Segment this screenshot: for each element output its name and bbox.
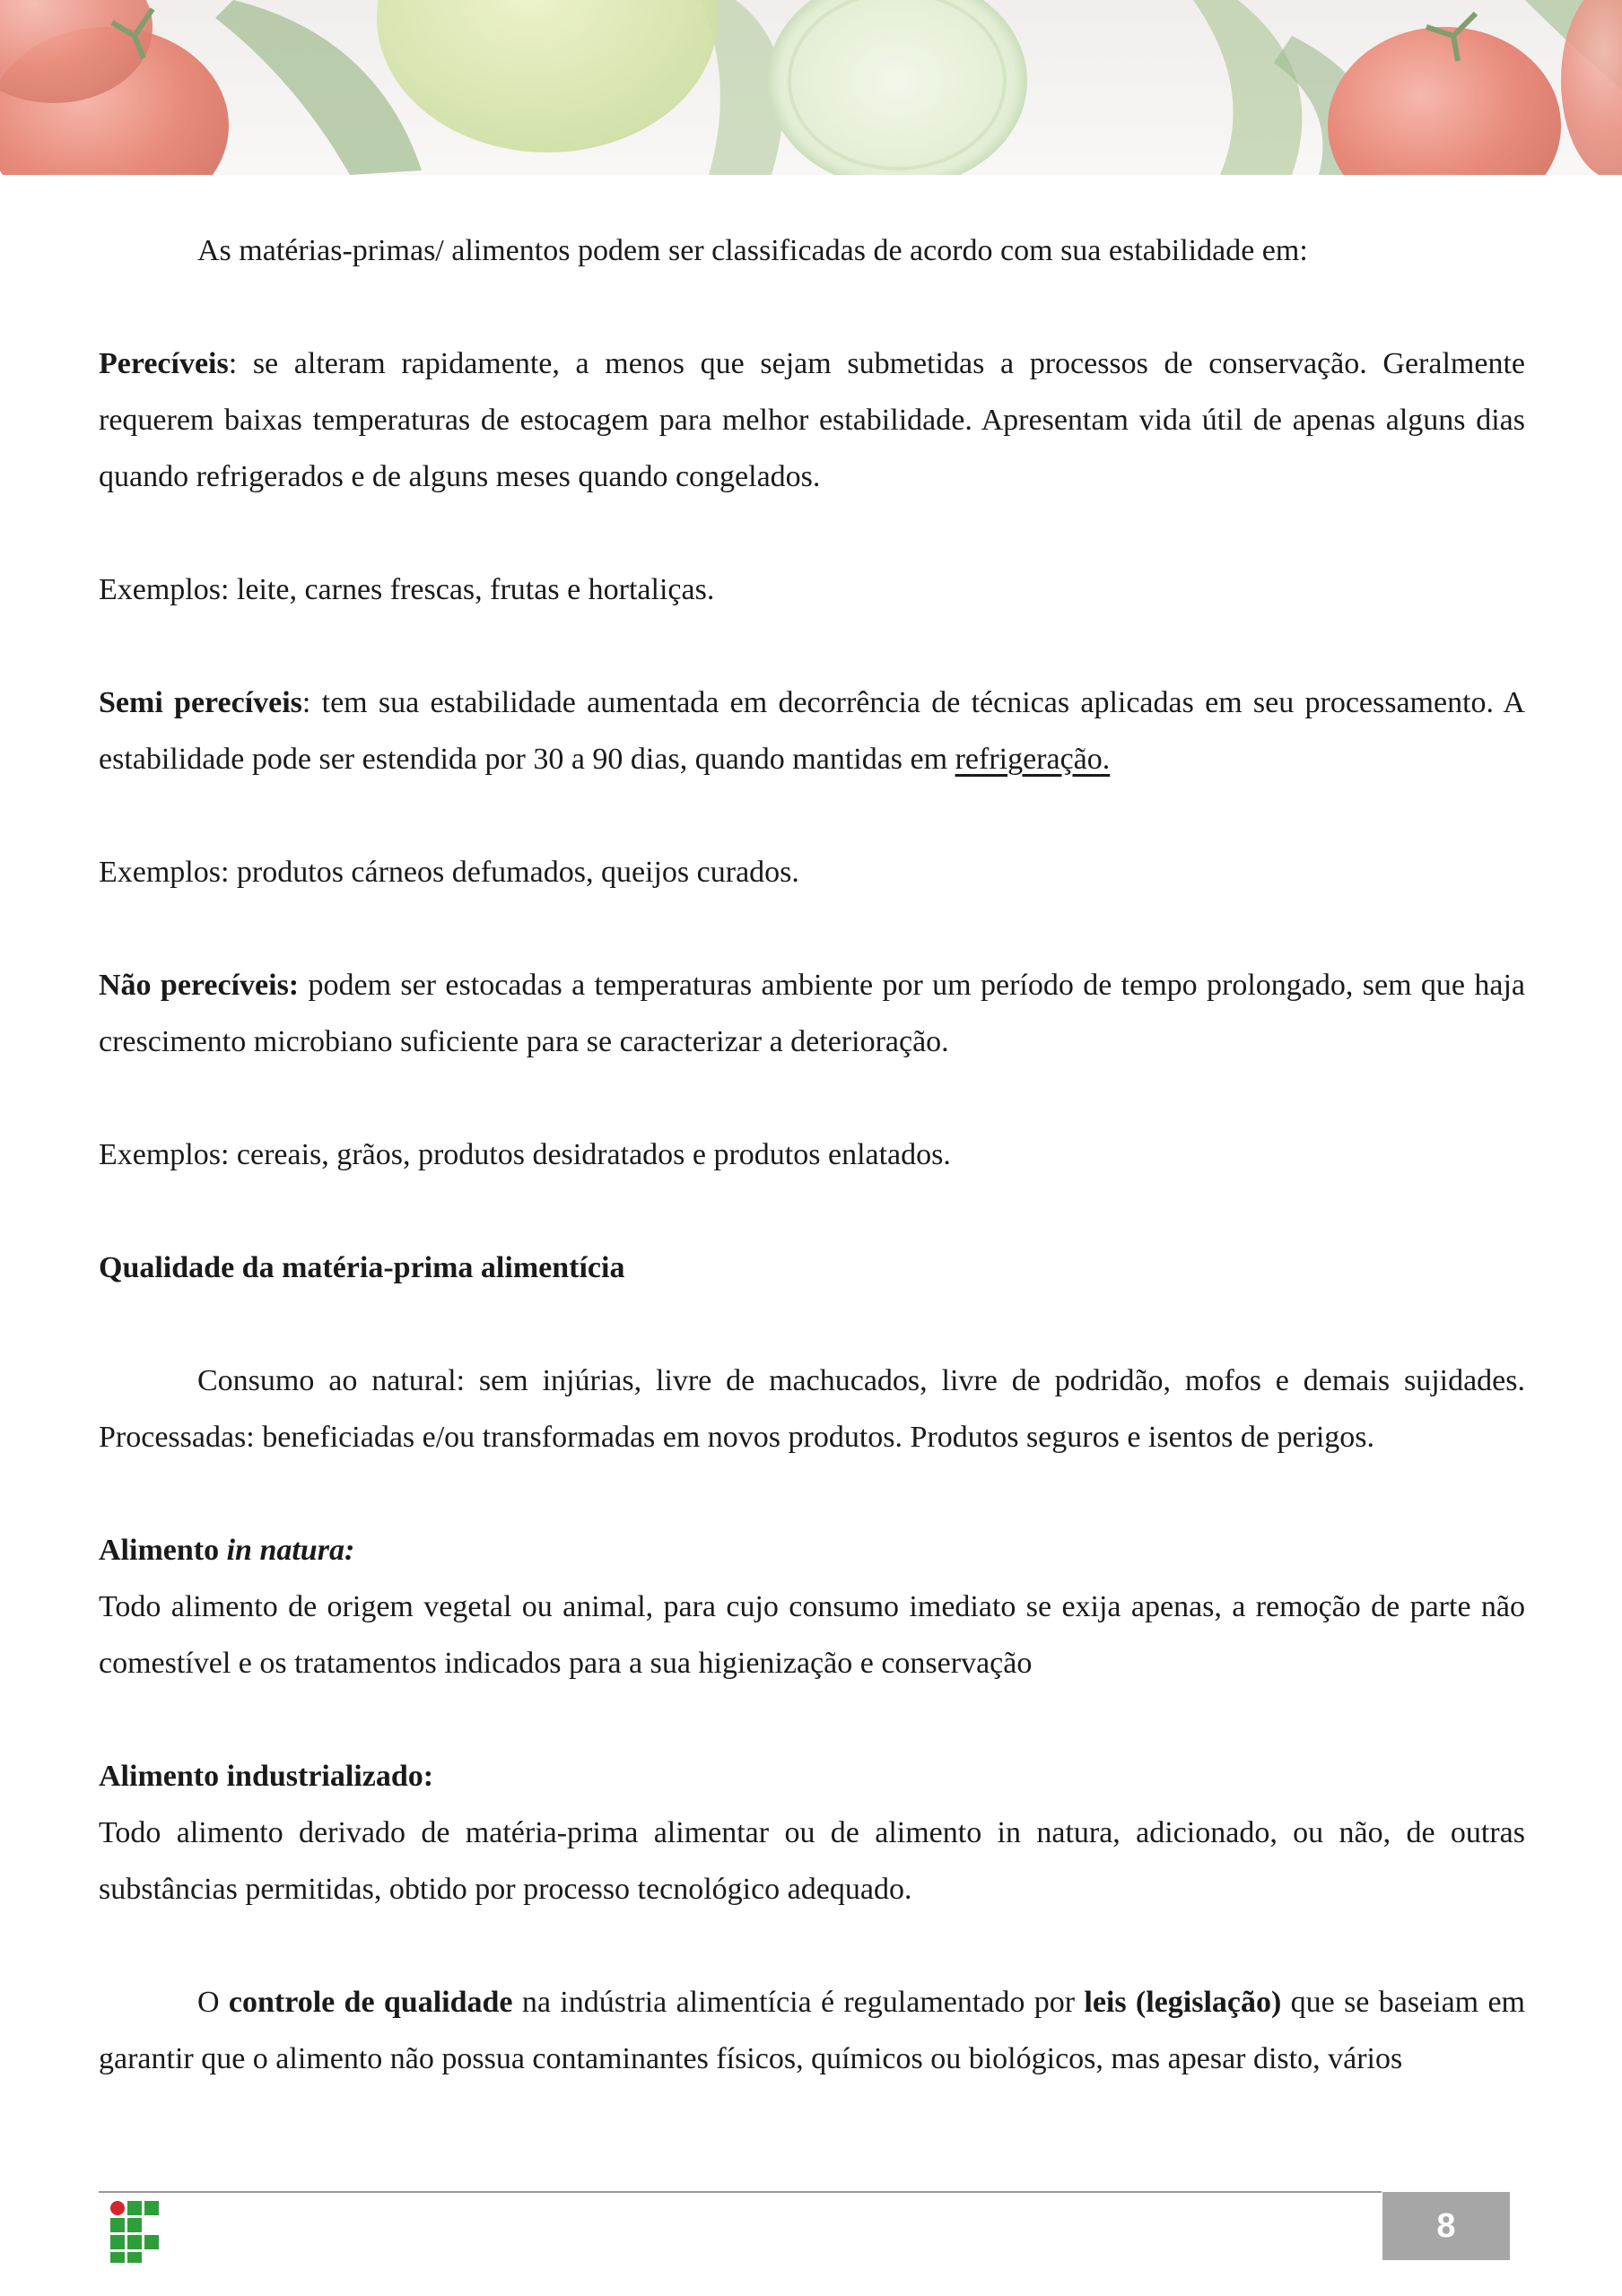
in-natura-heading-italic: in natura: — [226, 1534, 355, 1567]
pereciveis-paragraph — [99, 335, 1525, 505]
pereciveis-text: : se alteram rapidamente, a menos que sejam submetidas a processos de conservação. Geralmente requerem baixas temperaturas de estocagem para melhor estabilidade. Apresentam vida útil de apenas alguns dias quando refrigerados e de alguns meses quando congelados. — [99, 347, 1525, 493]
controle-text-3: que se baseiam em garantir que o alimento não possua contaminantes físicos, químicos ou biológicos, mas apesar disto, vários — [99, 1986, 1525, 2075]
document-body — [99, 222, 1525, 2087]
in-natura-heading — [99, 1522, 1525, 1578]
nao-pereciveis-text: podem ser estocadas a temperaturas ambiente por um período de tempo prolongado, sem que haja crescimento microbiano suficiente para se caracterizar a deterioração. — [99, 969, 1525, 1058]
page-number: 8 — [1436, 2206, 1456, 2245]
controle-bold-1: controle de qualidade — [228, 1986, 513, 2019]
vegetables-banner-image — [0, 0, 1622, 175]
in-natura-heading-plain: Alimento — [99, 1534, 227, 1567]
page-number-box — [1382, 2192, 1510, 2260]
footer-divider — [99, 2191, 1382, 2193]
industrializado-heading: Alimento industrializado: — [99, 1760, 434, 1793]
nao-pereciveis-paragraph — [99, 957, 1525, 1070]
nao-pereciveis-term: Não perecíveis: — [99, 969, 300, 1002]
quality-heading: Qualidade da matéria-prima alimentícia — [99, 1251, 625, 1284]
semi-pereciveis-paragraph — [99, 674, 1525, 787]
institute-logo-icon — [109, 2200, 160, 2263]
nao-pereciveis-examples: Exemplos: cereais, grãos, produtos desidratados e produtos enlatados. — [99, 1138, 951, 1171]
in-natura-paragraph: Todo alimento de origem vegetal ou animal, para cujo consumo imediato se exija apenas, a remoção de parte não comestível e os tratamentos indicados para a sua higienização e conservação — [99, 1590, 1525, 1680]
industrializado-paragraph: Todo alimento derivado de matéria-prima alimentar ou de alimento in natura, adicionado, ou não, de outras substâncias permitidas, obtido por processo tecnológico adequado. — [99, 1816, 1525, 1906]
pereciveis-examples: Exemplos: leite, carnes frescas, frutas e hortaliças. — [99, 573, 715, 606]
refrigeracao-link[interactable]: refrigeração. — [955, 743, 1111, 776]
header-banner — [0, 0, 1622, 175]
controle-text-2: na indústria alimentícia é regulamentado por — [512, 1986, 1085, 2019]
semi-pereciveis-term: Semi perecíveis — [99, 686, 302, 719]
intro-paragraph: As matérias-primas/ alimentos podem ser classificadas de acordo com sua estabilidade em: — [197, 234, 1308, 267]
controle-bold-2: leis (legislação) — [1084, 1986, 1282, 2019]
semi-pereciveis-examples: Exemplos: produtos cárneos defumados, queijos curados. — [99, 856, 799, 889]
controle-paragraph — [99, 1974, 1525, 2087]
semi-pereciveis-text: : tem sua estabilidade aumentada em decorrência de técnicas aplicadas em seu processamento. A estabilidade pode ser estendida por 30 a 90 dias, quando mantidas em — [99, 686, 1525, 776]
controle-text-1: O — [197, 1986, 229, 2019]
quality-paragraph: Consumo ao natural: sem injúrias, livre de machucados, livre de podridão, mofos e demais sujidades. Processadas: beneficiadas e/ou transformadas em novos produtos. Produtos seguros e isentos de perigos. — [99, 1364, 1525, 1454]
pereciveis-term: Perecíveis — [99, 347, 229, 380]
